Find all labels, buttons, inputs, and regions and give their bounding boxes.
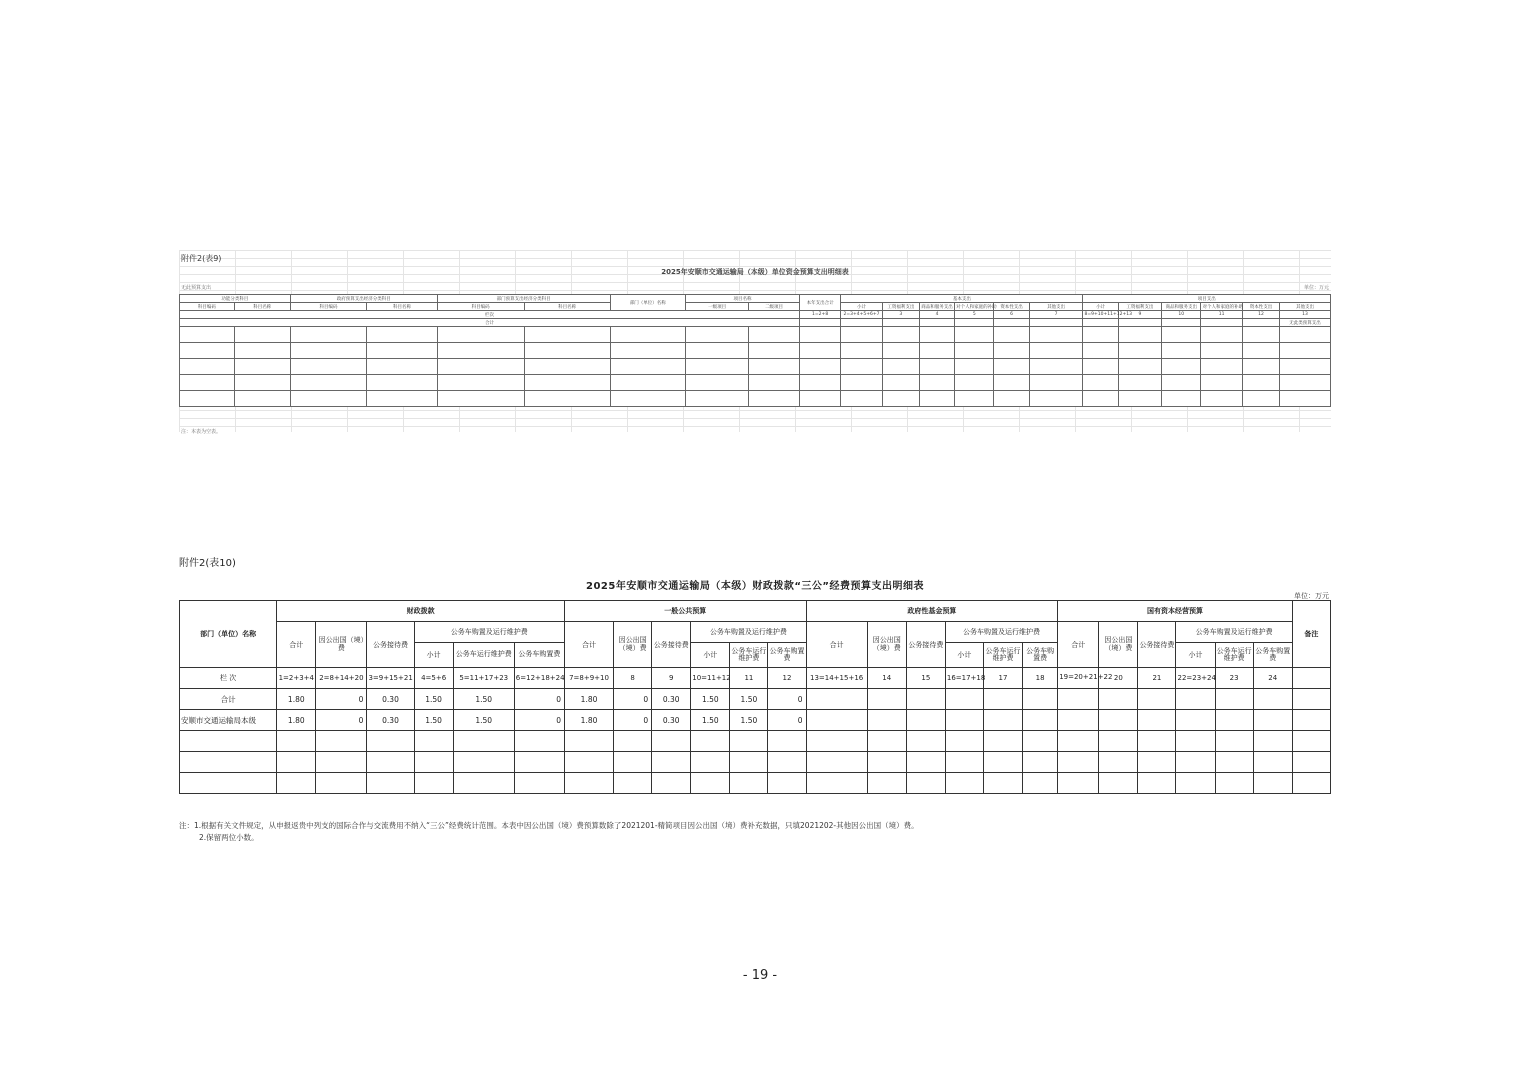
code-cell: 23 <box>1215 668 1253 689</box>
code-cell: 5=11+17+23 <box>453 668 514 689</box>
sheet9-sub: 科目名称 <box>524 303 610 311</box>
sheet9-group-dept: 部门（单位）名称 <box>610 295 686 311</box>
sheet9-sub: 其他支出 <box>1029 303 1083 311</box>
sheet9-code: 13 <box>1280 311 1331 319</box>
value-cell: 0.30 <box>367 689 414 710</box>
group-general-budget: 一般公共预算 <box>564 601 806 622</box>
sheet9-code: 12 <box>1242 311 1279 319</box>
code-cell: 19=20+21+22 <box>1058 668 1099 689</box>
col-abroad: 因公出国（境）费 <box>867 622 906 668</box>
code-cell: 9 <box>652 668 691 689</box>
code-cell <box>1292 668 1330 689</box>
col-total: 合计 <box>806 622 867 668</box>
code-cell: 18 <box>1023 668 1058 689</box>
value-cell: 0.30 <box>367 710 414 731</box>
col-vehicle-buy: 公务车购置费 <box>514 643 564 668</box>
value-cell: 1.50 <box>414 710 453 731</box>
code-cell: 3=9+15+21 <box>367 668 414 689</box>
code-cell: 12 <box>768 668 806 689</box>
sheet9-sub: 资本性支出 <box>1242 303 1279 311</box>
value-cell: 1.50 <box>691 710 730 731</box>
col-reception: 公务接待费 <box>652 622 691 668</box>
sheet9-code: 6 <box>994 311 1029 319</box>
sheet9-sub: 科目名称 <box>234 303 290 311</box>
value-cell: 0 <box>316 710 367 731</box>
col-total: 合计 <box>277 622 316 668</box>
sheet9-code: 9 <box>1118 311 1161 319</box>
col-subtotal: 小计 <box>945 643 983 668</box>
sheet9-group-basic: 基本支出 <box>841 295 1083 303</box>
sheet9-group-proj-exp: 项目支出 <box>1083 295 1331 303</box>
sheet9-code: 4 <box>919 311 954 319</box>
sheet10-caption: 附件2(表10) <box>179 558 236 569</box>
sheet9-code: 11 <box>1201 311 1242 319</box>
col-vehicle-buy: 公务车购置费 <box>768 643 806 668</box>
col-vehicle-run: 公务车运行维护费 <box>453 643 514 668</box>
col-dept-name: 部门（单位）名称 <box>180 601 277 668</box>
col-remark: 备注 <box>1292 601 1330 668</box>
value-cell: 1.80 <box>277 689 316 710</box>
col-vehicle-run: 公务车运行维护费 <box>1215 643 1253 668</box>
value-cell: 0 <box>614 689 652 710</box>
code-cell: 栏 次 <box>180 668 277 689</box>
value-cell: 0.30 <box>652 689 691 710</box>
sheet10-unit: 单位：万元 <box>1294 592 1329 600</box>
value-cell: 1.50 <box>730 710 768 731</box>
col-reception: 公务接待费 <box>367 622 414 668</box>
col-vehicle-run: 公务车运行维护费 <box>983 643 1022 668</box>
code-cell: 7=8+9+10 <box>564 668 613 689</box>
sheet9-subtitle: 无此预算支出 <box>181 285 212 291</box>
table-row-empty <box>180 731 1331 752</box>
table-row-total <box>180 689 1331 710</box>
sheet9-caption: 附件2(表9) <box>181 254 222 263</box>
sheet9-code: 1=2+8 <box>799 311 840 319</box>
group-state-capital-budget: 国有资本经营预算 <box>1058 601 1293 622</box>
col-abroad: 因公出国（境）费 <box>614 622 652 668</box>
code-cell: 4=5+6 <box>414 668 453 689</box>
code-cell: 16=17+18 <box>945 668 983 689</box>
sheet9-code-label: 栏次 <box>180 311 800 319</box>
sheet9-remark: 无此类预算支出 <box>1280 319 1331 327</box>
budget-detail-sheet-9 <box>179 250 1331 435</box>
sheet9-sub: 对个人和家庭的补助 <box>956 304 997 310</box>
table-row-unit <box>180 710 1331 731</box>
value-cell: 0.30 <box>652 710 691 731</box>
sheet9-sub: 工资福利支出 <box>882 303 919 311</box>
value-cell: 1.80 <box>564 710 613 731</box>
col-abroad: 因公出国（境）费 <box>1099 622 1138 668</box>
sheet9-sub: 小计 <box>841 303 882 311</box>
sheet9-sub: 一级项目 <box>686 303 749 311</box>
value-cell: 1.50 <box>414 689 453 710</box>
sheet9-table <box>179 294 1331 407</box>
sheet9-total-label: 合计 <box>180 319 800 327</box>
value-cell: 1.50 <box>453 689 514 710</box>
row-name: 合计 <box>180 689 277 710</box>
sheet9-group-gov-econ: 政府预算支出经济分类科目 <box>290 295 437 303</box>
code-cell: 6=12+18+24 <box>514 668 564 689</box>
code-cell: 14 <box>867 668 906 689</box>
col-vehicle: 公务车购置及运行维护费 <box>945 622 1057 643</box>
value-cell: 0 <box>514 710 564 731</box>
col-reception: 公务接待费 <box>906 622 945 668</box>
sheet9-sub: 小计 <box>1083 303 1118 311</box>
value-cell: 1.50 <box>691 689 730 710</box>
col-vehicle: 公务车购置及运行维护费 <box>414 622 564 643</box>
col-vehicle-run: 公务车运行维护费 <box>730 643 768 668</box>
sheet9-code: 2=3+4+5+6+7 <box>841 311 882 319</box>
sheet9-sub: 商品和服务支出 <box>1162 303 1201 311</box>
sheet9-group-func: 功能分类科目 <box>180 295 291 303</box>
sheet9-sub: 科目名称 <box>367 303 437 311</box>
sheet9-sub: 对个人和家庭的补助 <box>1202 304 1243 310</box>
value-cell: 1.50 <box>453 710 514 731</box>
code-cell: 15 <box>906 668 945 689</box>
sheet9-sub: 科目编码 <box>180 303 235 311</box>
sheet9-note: 注：本表为空表。 <box>181 429 222 435</box>
code-cell: 21 <box>1138 668 1176 689</box>
code-cell: 2=8+14+20 <box>316 668 367 689</box>
group-fiscal-allocation: 财政拨款 <box>277 601 565 622</box>
sheet9-code: 7 <box>1029 311 1083 319</box>
value-cell: 0 <box>768 689 806 710</box>
sheet9-sub: 科目编码 <box>437 303 524 311</box>
col-subtotal: 小计 <box>691 643 730 668</box>
sheet9-code: 8=9+10+11+12+13 <box>1084 312 1132 317</box>
value-cell: 0 <box>768 710 806 731</box>
row-name: 安顺市交通运输局本级 <box>180 710 277 731</box>
col-abroad: 因公出国（境）费 <box>316 622 367 668</box>
sheet10-table <box>179 600 1331 794</box>
sheet9-code: 5 <box>955 311 994 319</box>
sheet9-title: 2025年安顺市交通运输局（本级）单位资金预算支出明细表 <box>661 268 849 276</box>
sheet9-unit: 单位：万元 <box>1303 285 1329 291</box>
value-cell: 1.80 <box>277 710 316 731</box>
code-cell: 8 <box>614 668 652 689</box>
value-cell: 1.80 <box>564 689 613 710</box>
sheet9-sub: 商品和服务支出 <box>921 304 953 310</box>
value-cell: 0 <box>614 710 652 731</box>
table-row-empty <box>180 752 1331 773</box>
code-cell: 22=23+24 <box>1176 668 1215 689</box>
sheet9-group-dept-econ: 部门预算支出经济分类科目 <box>437 295 610 303</box>
value-cell: 1.50 <box>730 689 768 710</box>
sheet9-sub: 其他支出 <box>1280 303 1331 311</box>
col-total: 合计 <box>1058 622 1099 668</box>
page-number: - 19 - <box>742 968 778 983</box>
sheet9-group-total: 本年支出合计 <box>799 295 840 311</box>
sheet9-code: 10 <box>1162 311 1201 319</box>
sheet9-sub: 工资福利支出 <box>1118 303 1161 311</box>
code-row <box>180 668 1331 689</box>
col-total: 合计 <box>564 622 613 668</box>
three-public-expenses-sheet-10 <box>179 552 1331 844</box>
col-vehicle-buy: 公务车购置费 <box>1253 643 1292 668</box>
col-subtotal: 小计 <box>414 643 453 668</box>
code-cell: 10=11+12 <box>691 668 730 689</box>
col-vehicle: 公务车购置及运行维护费 <box>691 622 806 643</box>
sheet10-note-1: 注：1.根据有关文件规定，从申报返贵中列支的国际合作与交流费用不纳入“三公”经费统计范围。本表中因公出国（境）费预算数除了2021201-精简项目因公出国（境）费补充数据，只填2021202-其他因公出国（境）费。 <box>179 821 919 830</box>
code-cell: 17 <box>983 668 1022 689</box>
group-gov-fund-budget: 政府性基金预算 <box>806 601 1058 622</box>
col-vehicle: 公务车购置及运行维护费 <box>1176 622 1292 643</box>
sheet9-group-project: 项目名称 <box>686 295 800 303</box>
code-cell: 13=14+15+16 <box>806 668 867 689</box>
col-subtotal: 小计 <box>1176 643 1215 668</box>
table-row-empty <box>180 773 1331 794</box>
code-cell: 24 <box>1253 668 1292 689</box>
value-cell: 0 <box>514 689 564 710</box>
sheet9-code: 3 <box>882 311 919 319</box>
sheet9-sub: 二级项目 <box>749 303 800 311</box>
code-cell: 20 <box>1099 668 1138 689</box>
sheet10-title: 2025年安顺市交通运输局（本级）财政拨款“三公”经费预算支出明细表 <box>586 581 924 592</box>
code-cell: 11 <box>730 668 768 689</box>
value-cell: 0 <box>316 689 367 710</box>
col-vehicle-buy: 公务车购置费 <box>1023 643 1058 668</box>
code-cell: 1=2+3+4 <box>277 668 316 689</box>
sheet9-sub: 科目编码 <box>290 303 367 311</box>
sheet9-sub: 资本性支出 <box>994 303 1029 311</box>
sheet10-note-2: 2.保留两位小数。 <box>199 833 259 842</box>
col-reception: 公务接待费 <box>1138 622 1176 668</box>
